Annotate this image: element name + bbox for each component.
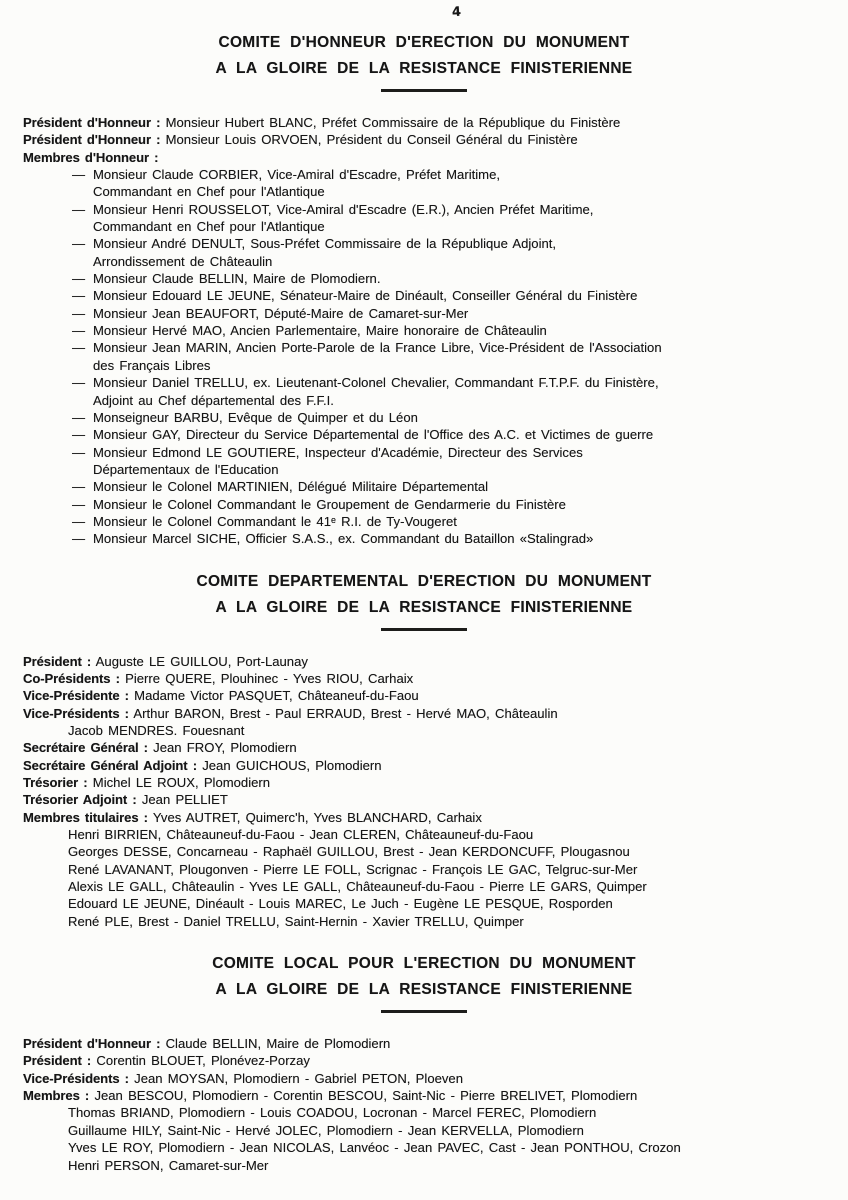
section-title — [0, 951, 848, 1003]
entry-row — [23, 1052, 848, 1069]
section-entries — [0, 1035, 848, 1174]
handwritten-page-mark: 4 — [451, 4, 462, 21]
entry-continuation: Jacob MENDRES. Fouesnant — [68, 722, 245, 738]
dash-icon: — — [72, 340, 86, 356]
committee-honneur-section — [0, 0, 848, 548]
member-line: Monsieur le Colonel Commandant le 41ᵉ R.I. de Ty-Vougeret — [93, 513, 457, 529]
entry-label: Secrétaire Général Adjoint : — [23, 757, 197, 773]
member-list-item-text — [93, 478, 488, 495]
member-list-item-text — [93, 374, 659, 409]
entry-label: Trésorier : — [23, 775, 88, 790]
entry-label: Membres : — [23, 1088, 90, 1104]
member-list-item — [72, 270, 848, 287]
entry-continuation: René LAVANANT, Plougonven - Pierre LE FOLL, Scrignac - François LE GAC, Telgruc-sur-Mer — [68, 861, 638, 877]
member-list-item-text — [93, 322, 547, 339]
entry-row — [23, 757, 848, 774]
entry-row — [23, 774, 848, 791]
entry-text: Pierre QUERE, Plouhinec - Yves RIOU, Carhaix — [119, 670, 414, 686]
member-list-item-text — [93, 444, 583, 479]
member-line: Arrondissement de Châteaulin — [93, 253, 273, 269]
section-header — [0, 569, 848, 631]
member-list-item-text — [93, 339, 662, 374]
title-underline — [381, 1010, 467, 1013]
member-line: Commandant en Chef pour l'Atlantique — [93, 184, 325, 200]
dash-icon: — — [72, 236, 86, 252]
entry-continuation: Georges DESSE, Concarneau - Raphaël GUILLOU, Brest - Jean KERDONCUFF, Plougasnou — [68, 844, 630, 860]
dash-icon: — — [72, 531, 86, 547]
entry-continuation: René PLE, Brest - Daniel TRELLU, Saint-Hernin - Xavier TRELLU, Quimper — [68, 913, 524, 929]
entry-continuation: Henri PERSON, Camaret-sur-Mer — [68, 1157, 269, 1173]
member-list-item-text — [93, 201, 593, 236]
member-list-item-text — [93, 287, 637, 304]
entry-row — [23, 1087, 848, 1104]
entry-continuation: Thomas BRIAND, Plomodiern - Louis COADOU, Locronan - Marcel FEREC, Plomodiern — [68, 1105, 597, 1121]
section-entries — [0, 653, 848, 931]
committee-local-section — [0, 951, 848, 1174]
member-list-item — [72, 305, 848, 322]
entry-label: Vice-Présidents : — [23, 705, 129, 721]
entry-text: Jean GUICHOUS, Plomodiern — [196, 757, 382, 773]
member-line: Monsieur André DENULT, Sous-Préfet Commissaire de la République Adjoint, — [93, 236, 557, 252]
member-list-item-text — [93, 235, 556, 270]
member-list-item — [72, 496, 848, 513]
entry-text: Corentin BLOUET, Plonévez-Porzay — [91, 1053, 310, 1069]
entry-text: Jean MOYSAN, Plomodiern - Gabriel PETON, Ploeven — [128, 1070, 463, 1086]
member-list-item — [72, 426, 848, 443]
section-title-line1: COMITE DEPARTEMENTAL D'ERECTION DU MONUMENT — [196, 572, 652, 590]
member-line: des Français Libres — [93, 357, 211, 373]
dash-icon: — — [72, 323, 86, 339]
entry-label: Vice-Présidente : — [23, 688, 129, 704]
section-title-line1: COMITE D'HONNEUR D'ERECTION DU MONUMENT — [218, 34, 630, 51]
member-line: Monsieur Claude BELLIN, Maire de Plomodiern. — [93, 271, 381, 287]
dash-icon: — — [72, 271, 86, 287]
member-line: Monsieur Jean BEAUFORT, Député-Maire de Camaret-sur-Mer — [93, 305, 469, 321]
member-line: Monsieur Hervé MAO, Ancien Parlementaire, Maire honoraire de Châteaulin — [93, 323, 547, 339]
member-list-item — [72, 513, 848, 530]
entry-label: Président d'Honneur : — [23, 132, 161, 148]
member-line: Monsieur Edouard LE JEUNE, Sénateur-Maire de Dinéault, Conseiller Général du Finistère — [93, 288, 638, 304]
entry-label: Président d'Honneur : — [23, 115, 161, 130]
section-header — [0, 30, 848, 92]
entry-label: Membres titulaires : — [23, 809, 148, 825]
entry-label: Président : — [23, 653, 92, 669]
entry-continuation: Alexis LE GALL, Châteaulin - Yves LE GALL, Châteauneuf-du-Faou - Pierre LE GARS, Quimper — [68, 879, 647, 895]
member-line: Monsieur Edmond LE GOUTIERE, Inspecteur d'Académie, Directeur des Services — [93, 444, 583, 460]
member-list-item-text — [93, 426, 653, 443]
entry-label: Président : — [23, 1053, 92, 1069]
section-title-line2: A LA GLOIRE DE LA RESISTANCE FINISTERIENNE — [215, 60, 633, 77]
entry-text: Monsieur Hubert BLANC, Préfet Commissaire de la République du Finistère — [160, 115, 621, 130]
section-title — [0, 30, 848, 82]
section-title-line2: A LA GLOIRE DE LA RESISTANCE FINISTERIENNE — [215, 598, 633, 616]
dash-icon: — — [72, 375, 86, 391]
entry-text: Jean FROY, Plomodiern — [147, 740, 297, 756]
entry-text: Claude BELLIN, Maire de Plomodiern — [160, 1036, 391, 1052]
member-line: Monsieur Daniel TRELLU, ex. Lieutenant-Colonel Chevalier, Commandant F.T.P.F. du Finistère, — [93, 375, 659, 391]
title-underline — [381, 89, 467, 92]
member-line: Adjoint au Chef départemental des F.F.I. — [93, 392, 334, 408]
member-list-item-text — [93, 409, 418, 426]
entry-label: Co-Présidents : — [23, 670, 120, 686]
entry-row — [23, 1035, 848, 1052]
entry-continuation: Henri BIRRIEN, Châteauneuf-du-Faou - Jean CLEREN, Châteauneuf-du-Faou — [68, 827, 534, 843]
dash-icon: — — [72, 496, 86, 512]
entry-label: Membres d'Honneur : — [23, 149, 159, 165]
entry-row — [23, 705, 848, 722]
entry-row — [23, 114, 848, 131]
dash-icon: — — [72, 167, 86, 183]
member-list-item-text — [93, 496, 566, 513]
dash-icon: — — [72, 288, 86, 304]
entry-text: Yves AUTRET, Quimerc'h, Yves BLANCHARD, Carhaix — [147, 809, 482, 825]
member-line: Monsieur Jean MARIN, Ancien Porte-Parole de la France Libre, Vice-Président de l'Association — [93, 340, 662, 356]
entry-continuation: Yves LE ROY, Plomodiern - Jean NICOLAS, Lanvéoc - Jean PAVEC, Cast - Jean PONTHOU, Crozon — [68, 1140, 681, 1156]
member-list-item — [72, 166, 848, 201]
entry-row — [23, 791, 848, 808]
dash-icon: — — [72, 444, 86, 460]
member-line: Monsieur Claude CORBIER, Vice-Amiral d'Escadre, Préfet Maritime, — [93, 167, 500, 183]
section-header — [0, 951, 848, 1013]
dash-icon: — — [72, 513, 86, 529]
entry-row — [23, 670, 848, 687]
member-line: Commandant en Chef pour l'Atlantique — [93, 219, 325, 235]
section-title-line1: COMITE LOCAL POUR L'ERECTION DU MONUMENT — [212, 955, 636, 973]
entry-continuation: Guillaume HILY, Saint-Nic - Hervé JOLEC, Plomodiern - Jean KERVELLA, Plomodiern — [68, 1122, 584, 1138]
member-line: Monsieur le Colonel MARTINIEN, Délégué Militaire Départemental — [93, 479, 489, 495]
committee-departemental-section — [0, 569, 848, 931]
member-list-item — [72, 235, 848, 270]
member-list-item-text — [93, 270, 380, 287]
dash-icon: — — [72, 201, 86, 217]
entry-row — [23, 739, 848, 756]
member-list-item — [72, 478, 848, 495]
member-line: Monseigneur BARBU, Evêque de Quimper et du Léon — [93, 409, 418, 425]
entry-label: Trésorier Adjoint : — [23, 792, 137, 808]
member-list-item — [72, 409, 848, 426]
entry-row — [23, 687, 848, 704]
member-list-item — [72, 339, 848, 374]
member-list-item — [72, 201, 848, 236]
member-list-item — [72, 374, 848, 409]
entry-label: Vice-Présidents : — [23, 1070, 129, 1086]
title-underline — [381, 628, 467, 631]
entry-text: Jean BESCOU, Plomodiern - Corentin BESCOU, Saint-Nic - Pierre BRELIVET, Plomodiern — [89, 1088, 638, 1104]
member-line: Monsieur Henri ROUSSELOT, Vice-Amiral d'Escadre (E.R.), Ancien Préfet Maritime, — [93, 201, 594, 217]
member-list-item-text — [93, 530, 593, 547]
section-title — [0, 569, 848, 621]
entry-text: Michel LE ROUX, Plomodiern — [87, 775, 271, 790]
entry-text: Arthur BARON, Brest - Paul ERRAUD, Brest - Hervé MAO, Châteaulin — [128, 705, 558, 721]
member-line: Monsieur GAY, Directeur du Service Départemental de l'Office des A.C. et Victimes de guerre — [93, 427, 654, 443]
member-list-item-text — [93, 513, 457, 530]
entry-row — [23, 1070, 848, 1087]
entry-row — [23, 809, 848, 826]
member-line: Monsieur Marcel SICHE, Officier S.A.S., ex. Commandant du Bataillon «Stalingrad» — [93, 531, 594, 547]
member-line: Départementaux de l'Education — [93, 461, 279, 477]
entry-text: Monsieur Louis ORVOEN, Président du Conseil Général du Finistère — [160, 132, 578, 148]
member-list-item — [72, 322, 848, 339]
dash-icon: — — [72, 479, 86, 495]
dash-icon: — — [72, 427, 86, 443]
entry-label: Secrétaire Général : — [23, 740, 148, 756]
entry-continuation: Edouard LE JEUNE, Dinéault - Louis MAREC, Le Juch - Eugène LE PESQUE, Rosporden — [68, 896, 613, 912]
dash-icon: — — [72, 409, 86, 425]
section-entries — [0, 114, 848, 548]
entry-text: Madame Victor PASQUET, Châteaneuf-du-Faou — [128, 688, 419, 704]
member-list-item-text — [93, 166, 500, 201]
section-title-line2: A LA GLOIRE DE LA RESISTANCE FINISTERIENNE — [215, 981, 633, 999]
member-list-item-text — [93, 305, 468, 322]
member-line: Monsieur le Colonel Commandant le Groupement de Gendarmerie du Finistère — [93, 496, 566, 512]
member-list-item — [72, 530, 848, 547]
member-list-item — [72, 287, 848, 304]
entry-text: Jean PELLIET — [136, 792, 228, 808]
dash-icon: — — [72, 305, 86, 321]
entry-row — [23, 653, 848, 670]
entry-row — [23, 149, 848, 166]
member-list-item — [72, 444, 848, 479]
entry-text: Auguste LE GUILLOU, Port-Launay — [91, 653, 308, 669]
entry-row — [23, 131, 848, 148]
entry-label: Président d'Honneur : — [23, 1036, 161, 1052]
